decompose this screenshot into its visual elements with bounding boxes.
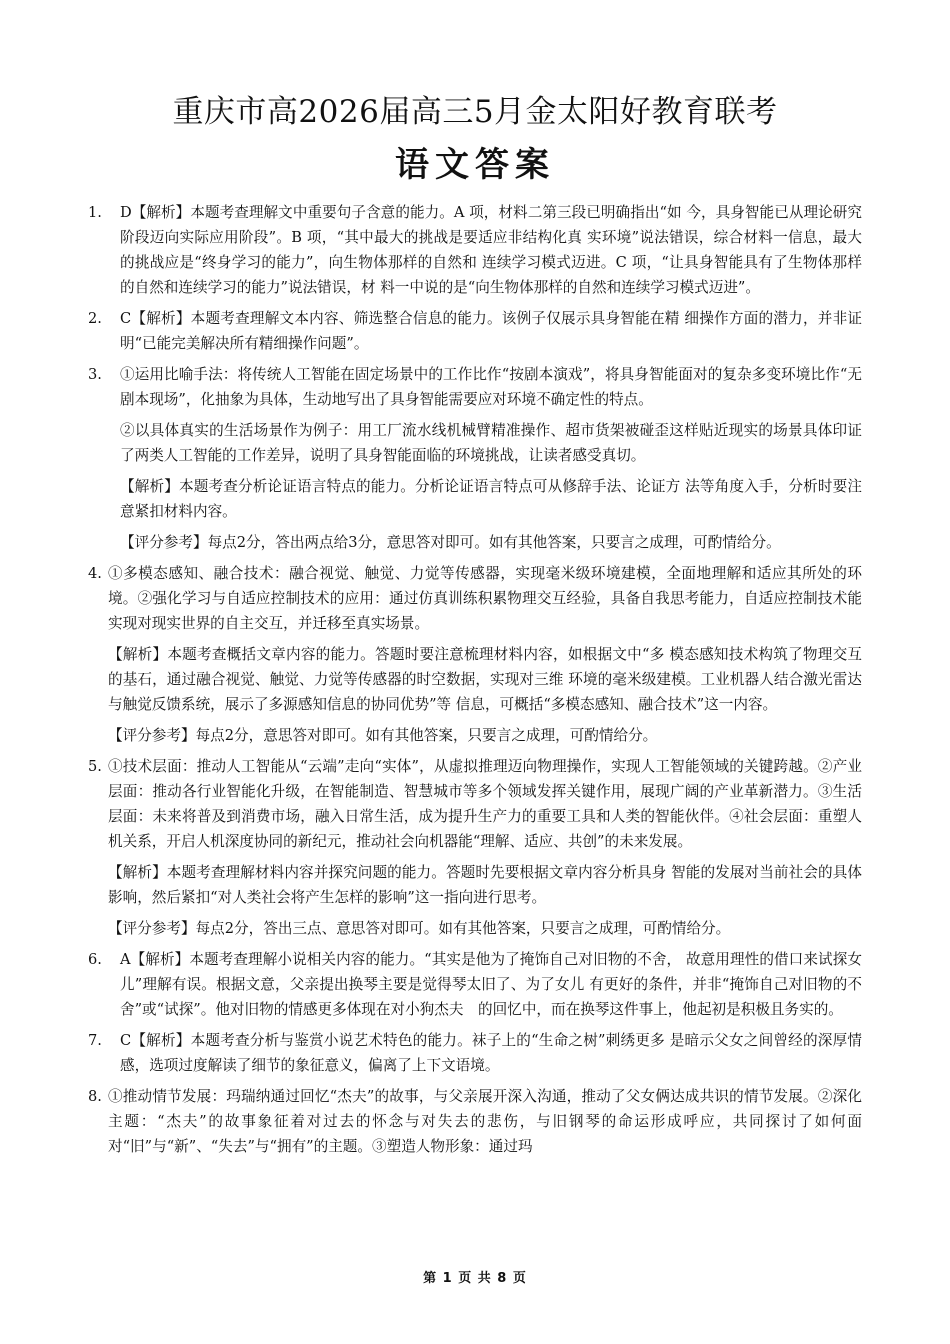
answer-number: 1. — [88, 204, 102, 221]
answer-paragraph: A【解析】本题考查理解小说相关内容的能力。“其实是他为了掩饰自己对旧物的不舍， 故意用理性的借口来试探女儿”理解有误。根据文意，父亲提出换琴主要是觉得琴太旧了、为了女儿 有更好的条件，并非“掩饰自己对旧物的不舍”或“试探”。他对旧物的情感更多体现在对小狗杰夫 的回忆中，而在换琴这件事上，他起初是积极且务实的。 — [120, 951, 862, 1018]
answer-item — [88, 1028, 862, 1078]
page-footer: 第 1 页 共 8 页 — [423, 1271, 527, 1286]
answer-paragraph: 【评分参考】每点2分，答出两点给3分，意思答对即可。如有其他答案，只要言之成理，可酌情给分。 — [120, 534, 781, 551]
answer-item — [88, 1084, 862, 1159]
answer-item — [88, 200, 862, 300]
answer-paragraph: 【解析】本题考查分析论证语言特点的能力。分析论证语言特点可从修辞手法、论证方 法等角度入手，分析时要注意紧扣材料内容。 — [120, 478, 862, 520]
answer-number: 5. — [88, 758, 102, 775]
document-subtitle: 语文答案 — [395, 145, 555, 185]
answer-paragraph: 【评分参考】每点2分，意思答对即可。如有其他答案，只要言之成理，可酌情给分。 — [108, 727, 658, 744]
answer-paragraph: C【解析】本题考查分析与鉴赏小说艺术特色的能力。袜子上的“生命之树”刺绣更多 是暗示父女之间曾经的深厚情感，选项过度解读了细节的象征意义，偏离了上下文语境。 — [120, 1032, 862, 1074]
answer-item — [88, 561, 862, 748]
answer-number: 6. — [88, 951, 102, 968]
answer-paragraph: ①多模态感知、融合技术：融合视觉、触觉、力觉等传感器，实现毫米级环境建模，全面地理解和适应其所处的环境。②强化学习与自适应控制技术的应用：通过仿真训练积累物理交互经验，具备自我思考能力，自适应控制技术能实现对现实世界的自主交互，并迁移至真实场景。 — [108, 565, 862, 632]
answer-paragraph: C【解析】本题考查理解文本内容、筛选整合信息的能力。该例子仅展示具身智能在精 细操作方面的潜力，并非证明“已能完美解决所有精细操作问题”。 — [120, 310, 862, 352]
answer-list — [88, 200, 862, 1165]
document-title: 重庆市高2026届高三5月金太阳好教育联考 — [172, 94, 778, 130]
answer-paragraph: 【解析】本题考查概括文章内容的能力。答题时要注意梳理材料内容，如根据文中“多 模态感知技术构筑了物理交互的基石，通过融合视觉、触觉、力觉等传感器的时空数据，实现对三维 环境的毫米级建模。工业机器人结合激光雷达与触觉反馈系统，展示了多源感知信息的协同优势”等 信息，可概括“多模态感知、融合技术”这一内容。 — [108, 646, 862, 713]
answer-paragraph: ①运用比喻手法：将传统人工智能在固定场景中的工作比作“按剧本演戏”，将具身智能面对的复杂多变环境比作“无剧本现场”，化抽象为具体，生动地写出了具身智能需要应对环境不确定性的特点。 — [120, 366, 862, 408]
answer-number: 8. — [88, 1088, 102, 1105]
answer-paragraph: 【解析】本题考查理解材料内容并探究问题的能力。答题时先要根据文章内容分析具身 智能的发展对当前社会的具体影响，然后紧扣“对人类社会将产生怎样的影响”这一指向进行思考。 — [108, 864, 862, 906]
answer-number: 4. — [88, 565, 102, 582]
answer-number: 3. — [88, 366, 102, 383]
answer-item — [88, 947, 862, 1022]
answer-paragraph: ①技术层面：推动人工智能从“云端”走向“实体”，从虚拟推理迈向物理操作，实现人工智能领域的关键跨越。②产业层面：推动各行业智能化升级，在智能制造、智慧城市等多个领域发挥关键作用，展现广阔的产业革新潜力。③生活层面：未来将普及到消费市场，融入日常生活，成为提升生产力的重要工具和人类的智能伙伴。④社会层面：重塑人机关系，开启人机深度协同的新纪元，推动社会向机器能“理解、适应、共创”的未来发展。 — [108, 758, 862, 850]
answer-item — [88, 754, 862, 941]
answer-paragraph: ②以具体真实的生活场景作为例子：用工厂流水线机械臂精准操作、超市货架被碰歪这样贴近现实的场景具体印证了两类人工智能的工作差异，说明了具身智能面临的环境挑战，让读者感受真切。 — [120, 422, 862, 464]
answer-item — [88, 306, 862, 356]
answer-paragraph: 【评分参考】每点2分，答出三点、意思答对即可。如有其他答案，只要言之成理，可酌情给分。 — [108, 920, 731, 937]
answer-item — [88, 362, 862, 555]
answer-number: 2. — [88, 310, 102, 327]
answer-number: 7. — [88, 1032, 102, 1049]
answer-paragraph: D【解析】本题考查理解文中重要句子含意的能力。A 项，材料二第三段已明确指出“如 今，具身智能已从理论研究阶段迈向实际应用阶段”。B 项，“其中最大的挑战是要适应非结构化真 实环境”说法错误，综合材料一信息，最大的挑战应是“终身学习的能力”，向生物体那样的自然和 连续学习模式迈进。C 项，“让具身智能具有了生物体那样的自然和连续学习的能力”说法错误，材 料一中说的是“向生物体那样的自然和连续学习模式迈进”。 — [120, 204, 862, 296]
answer-paragraph: ①推动情节发展：玛瑞纳通过回忆“杰夫”的故事，与父亲展开深入沟通，推动了父女俩达成共识的情节发展。②深化主题：“杰夫”的故事象征着对过去的怀念与对失去的悲伤，与旧钢琴的命运形成呼应，共同探讨了如何面对“旧”与“新”、“失去”与“拥有”的主题。③塑造人物形象：通过玛 — [108, 1088, 862, 1155]
